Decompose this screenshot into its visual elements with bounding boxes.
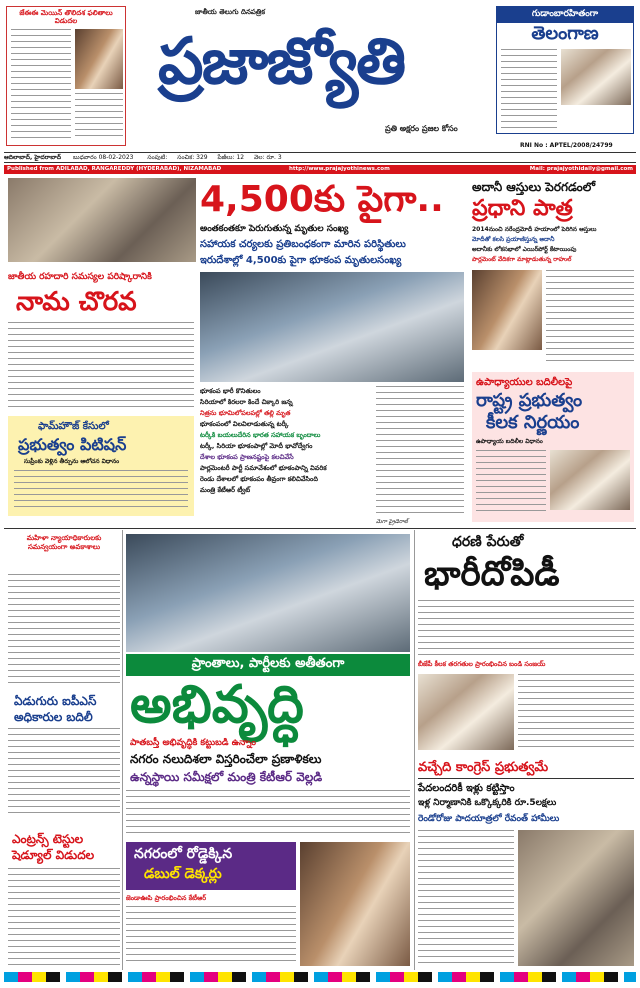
dateline-date: బుధవారం 08-02-2023 (73, 154, 134, 161)
lead-headline: 4,500కు పైగా.. (200, 179, 444, 220)
lead-bullet: నిత్రను భూమిలోపలపల్లో తల్లి మృత (200, 409, 291, 417)
women-judges-body (8, 574, 120, 684)
nama-body (8, 322, 194, 408)
ips-headline-1: ఏడుగురు ఐపీఎస్ (14, 694, 97, 708)
center-body (126, 790, 410, 838)
lead-subhead-1: అంతకంతకూ పెరుగుతున్న మృతుల సంఖ్య (200, 224, 349, 234)
telangana-caption: గుడాంబారహితంగా (497, 7, 633, 23)
congress-headline: వచ్చేది కాంగ్రెస్ ప్రభుత్వమే (418, 760, 634, 779)
lead-bullet: భూకంప భారీ కొనితులం (200, 387, 261, 395)
center-headline: అభివృద్ధి (130, 675, 304, 735)
lead-body-text (376, 386, 464, 516)
dharani-headline-small: ధరణి పేరుతో (452, 534, 524, 550)
telangana-photo (561, 49, 631, 105)
jee-photo (75, 29, 123, 89)
nama-headline-big: నామ చొరవ (16, 287, 137, 317)
adani-sub-3: అదానీకు లోకసభాలో ఎయిర్‌పోర్ట్ కేటాయింపు (472, 246, 577, 253)
farmhouse-sub: సుప్రీంకు వెళ్లిన తీర్పును ఆలోచన విధానం (24, 458, 120, 465)
teachers-photo (550, 450, 630, 510)
lead-subhead-2: సహాయక చర్యలకు ప్రతిబంధకంగా మారిన పరిస్థితులు (200, 239, 406, 250)
lead-bullet: టర్కీకి బయలుదేరిన భారత సహాయక బృందాలు (200, 431, 321, 439)
telangana-box (496, 6, 634, 134)
masthead-logo: ప్రజాజ్యోతి (158, 24, 405, 99)
column-rule (414, 530, 415, 970)
dharani-photo (418, 674, 514, 750)
jee-text-2 (75, 93, 123, 141)
earthquake-photo (200, 272, 464, 382)
farmhouse-headline-small: ఫామ్‌హౌజ్ కేసులో (38, 421, 109, 432)
masthead-tagline-bottom: ప్రతి అక్షరం ప్రజల కోసం (385, 124, 458, 133)
lead-bullet: దేశాల భూకంప ప్రాణనష్టంపై కలచివేసే (200, 453, 294, 461)
center-strap: ప్రాంతాలు, పార్టీలకు అతీతంగా (126, 654, 410, 676)
column-rule (122, 530, 123, 970)
teachers-headline-big-1: రాష్ట్ర ప్రభుత్వం (476, 390, 583, 411)
lead-bullet: భూకంపంలో విలవిలాడుతున్న టర్కీ (200, 420, 289, 428)
jee-caption: జేఈఈ మెయిన్ తొలిదశ ఫలితాలు విడుదల (19, 9, 113, 25)
ips-body (8, 728, 120, 818)
center-line-2: ఉన్నస్థాయి సమీక్షలో మంత్రి కేటీఆర్ వెల్లడి (130, 770, 323, 784)
dharani-body (418, 600, 634, 656)
masthead-tagline-top: జాతీయ తెలుగు దినపత్రిక (195, 8, 265, 16)
center-subhead: పాతబస్తీ అభివృద్ధికి కట్టుబడి ఉన్నాం (130, 738, 256, 748)
section-rule (4, 528, 636, 529)
teachers-headline-big-2: కీలక నిర్ణయం (486, 412, 580, 433)
jee-text (11, 29, 71, 139)
congress-body (418, 830, 514, 966)
dharani-sub: బీజేపీ కీలక తరగతుల ప్రారంభించిన బండి సంజయ్ (418, 660, 546, 668)
publisher-mail[interactable]: Mail: prajajyothidaily@gmail.com (529, 166, 633, 172)
lead-bullet: రెండు దేశాలలో భూకంపం తీవ్రంగా కలిచివేసింది (200, 475, 318, 483)
women-judges-headline: మహిళా న్యాయాధికారులకు సమన్వయంగా అవకాశాలు (26, 534, 102, 551)
dateline-price: వెల: రూ. 3 (254, 154, 282, 161)
center-line-1: నగరం నలుదిశలా విస్తరించేలా ప్రణాళికలు (130, 752, 322, 766)
lead-bullet: టర్కీ, సిరియా భూకంపాల్లో మోదీ భావోద్వేగం (200, 442, 313, 450)
farmhouse-headline-big: ప్రభుత్వం పిటిషన్ (18, 435, 127, 454)
dateline (4, 152, 636, 163)
congress-sub-3: రెండోరోజు పాదయాత్రలో రేవంత్ హామీలు (418, 814, 560, 824)
lead-photo-small (8, 178, 196, 262)
dateline-edition: ఆదిలాబాద్, హైదరాబాద్ (4, 154, 62, 161)
congress-photo (518, 830, 634, 966)
bus-headline-2: డబుల్ డెక్కర్లు (144, 866, 222, 882)
adani-sub-1: 2014నుంచి నరేంద్రమోదీ హయాంలో పెరిగిన ఆస్తులు (472, 226, 597, 233)
rni-number: RNI No : APTEL/2008/24799 (520, 142, 613, 149)
lead-bullet: మంత్రి కేటీఆర్ ట్వీట్ (200, 486, 251, 494)
top-left-photo-box (6, 6, 126, 146)
registration-bar (4, 972, 636, 982)
entrance-headline-1: ఎంట్రన్స్ టెస్టుల (12, 832, 84, 846)
ips-headline-2: అధికారుల బదిలీ (14, 710, 93, 724)
adani-sub-4: పార్లమెంట్ వేదికగా మాట్లాడుతున్న రాహుల్ (472, 256, 572, 263)
congress-sub-1: పేదలందరికీ ఇళ్లు కట్టిస్తాం (418, 783, 515, 794)
adani-body (546, 270, 634, 366)
bus-headline-1: నగరంలో రోడ్డెక్కిన (134, 846, 233, 862)
dateline-pages: పేజీలు: 12 (217, 154, 245, 161)
lead-byline: మెగా ప్రైడెరాల్ (376, 519, 408, 525)
publisher-bar (4, 165, 636, 174)
teachers-sub: ఉపాధ్యాయ బదిలీల విధానం (476, 438, 543, 445)
dateline-issue: సంచిక: 329 (177, 154, 208, 161)
entrance-headline-2: షెడ్యూల్ విడుదల (12, 848, 95, 862)
congress-sub-2: ఇళ్ల నిర్మాణానికి ఒక్కొక్కరికి రూ.5లక్షలు (418, 798, 557, 808)
publisher-url[interactable]: http://www.prajajyothinews.com (289, 166, 390, 172)
lead-bullet: పార్లమెంటరీ పార్టీ సమావేశంలో భూకంపాన్ని వివరిక (200, 464, 327, 472)
publisher-place: Published from ADILABAD, RANGAREDDY (HYDERABAD), NIZAMABAD (7, 166, 222, 172)
farmhouse-box (8, 416, 194, 516)
adani-headline-1: అదానీ ఆస్తులు పెరగడంలో (472, 180, 596, 194)
lead-bullet: సిరియాలో కిరలరా కిందే చిక్కారి జన్న (200, 398, 293, 406)
adani-headline-2: ప్రధాని పాత్ర (472, 196, 573, 221)
entrance-body (8, 868, 120, 968)
ktr-review-photo (126, 534, 410, 652)
dharani-body-2 (518, 674, 634, 750)
bus-sub: జెండాఊపి ప్రారంభించిన కేటీఆర్ (126, 894, 207, 902)
lead-bullets (200, 386, 372, 496)
dharani-headline-big: భారీదోపిడీ (424, 554, 560, 594)
telangana-text (501, 49, 557, 129)
adani-sub-2: మోదీతో కలసి ప్రయాణిస్తున్న అదానీ (472, 236, 555, 243)
dateline-volume: సంపుటి: (147, 154, 168, 161)
farmhouse-body (14, 470, 188, 510)
bus-body (126, 906, 296, 966)
nama-headline-small: జాతీయ రహదారి సమస్యల పరిష్కారానికి (8, 272, 152, 282)
telangana-title: తెలంగాణ (531, 23, 599, 44)
teachers-body (476, 450, 546, 516)
bus-photo (300, 842, 410, 966)
teachers-headline-small: ఉపాధ్యాయుల బదిలీలపై (476, 377, 573, 388)
adani-photo (472, 270, 542, 350)
lead-subhead-3: ఇరుదేశాల్లో 4,500కు పైగా భూకంప మృతులసంఖ్య (200, 255, 402, 266)
